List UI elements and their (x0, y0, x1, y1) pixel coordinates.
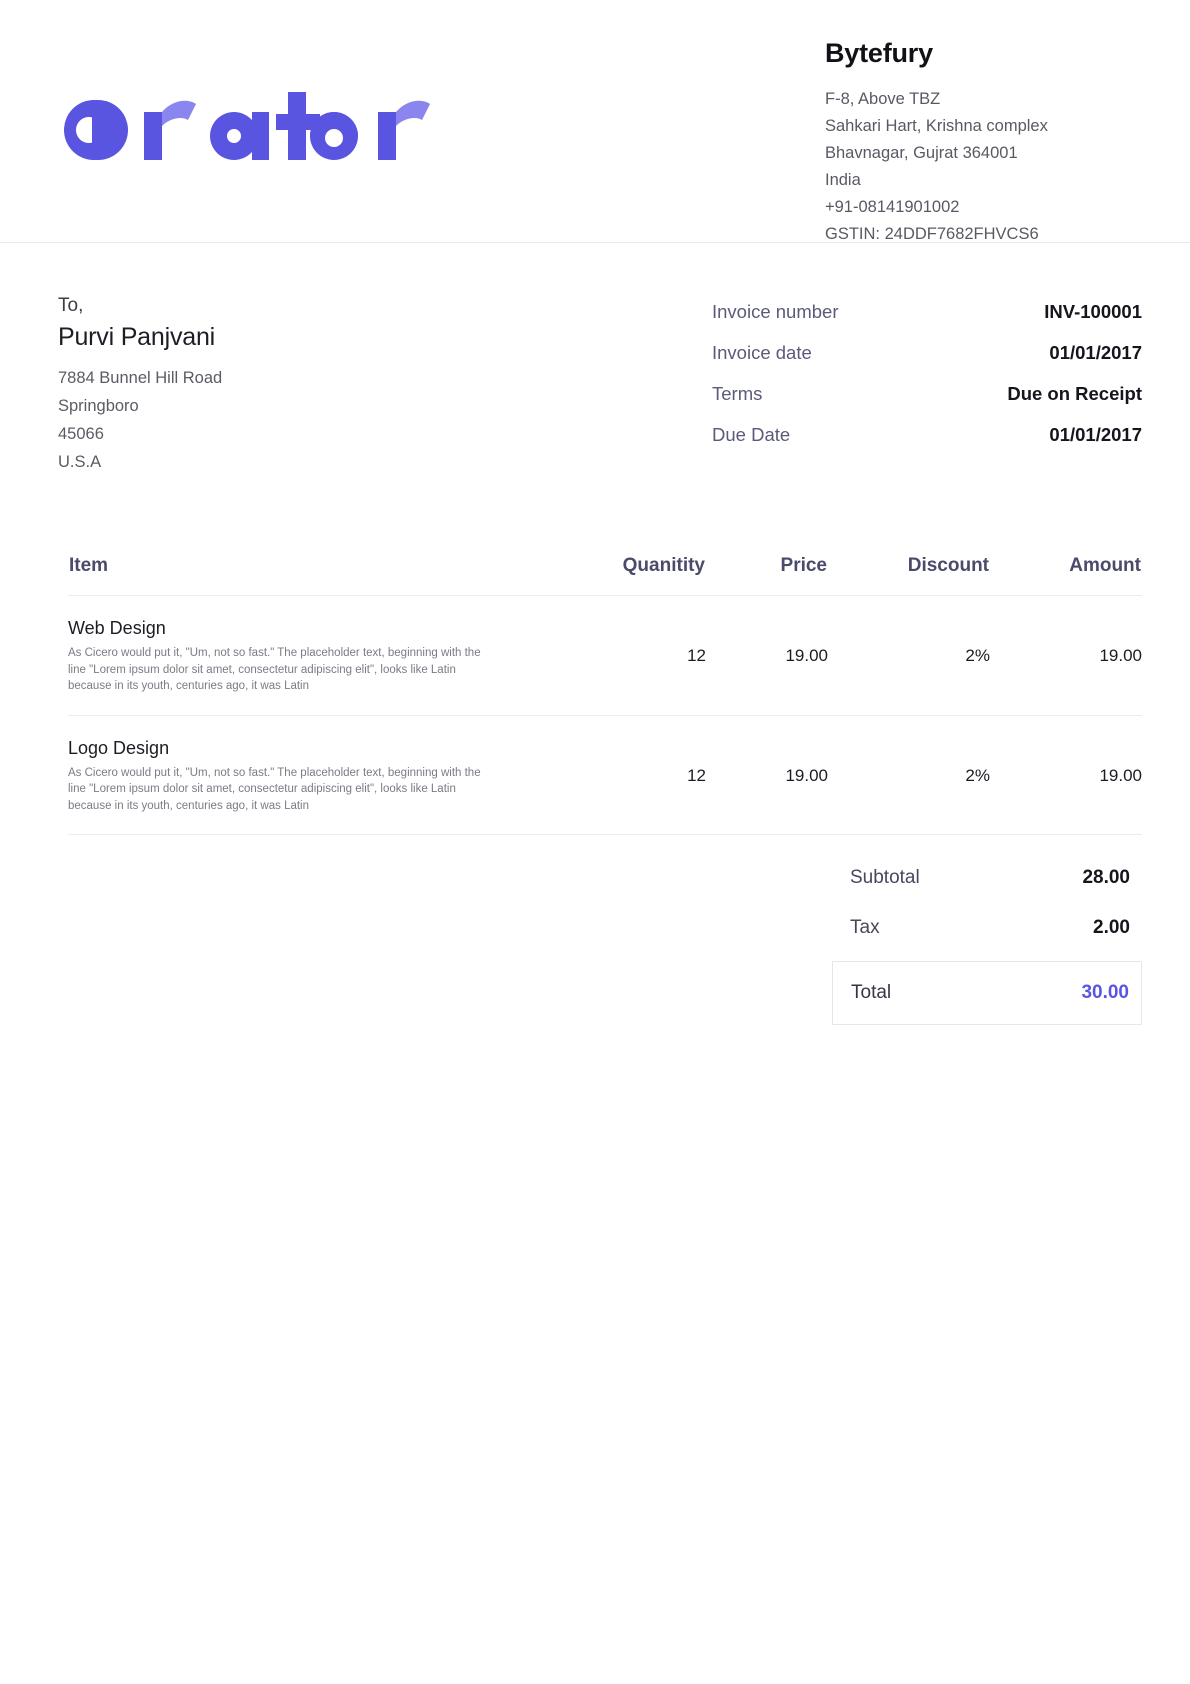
cell-price: 19.00 (785, 646, 828, 666)
tax-label: Tax (850, 917, 880, 938)
header-price: Price (780, 555, 827, 576)
cell-amount: 19.00 (1099, 646, 1142, 666)
invoice-header (0, 0, 1190, 243)
subtotal-value: 28.00 (1082, 867, 1130, 888)
meta-row-due-date (712, 424, 1142, 446)
bill-to-label: To, (58, 295, 84, 316)
totals-section (0, 853, 1142, 1025)
header-quantity: Quanitity (622, 555, 705, 576)
table-row (68, 596, 1142, 716)
cell-discount: 2% (965, 646, 990, 666)
item-name: Web Design (68, 618, 166, 638)
items-header-row (68, 554, 1142, 596)
items-table-head (68, 554, 1142, 596)
meta-label: Due Date (712, 424, 791, 445)
crater-logo-icon (48, 82, 488, 177)
total-label: Total (851, 982, 892, 1003)
client-address-line: 7884 Bunnel Hill Road (58, 369, 223, 387)
meta-row-invoice-number (712, 301, 1142, 323)
bill-to-block (58, 295, 528, 476)
totals-inner (832, 853, 1142, 1025)
meta-row-terms (712, 383, 1142, 405)
meta-value: INV-100001 (1044, 301, 1142, 322)
items-table (68, 554, 1142, 834)
cell-amount: 19.00 (1099, 765, 1142, 785)
tax-row (832, 903, 1142, 953)
invoice-meta-block (712, 295, 1142, 476)
subtotal-label: Subtotal (850, 867, 920, 888)
header-discount: Discount (907, 555, 989, 576)
header-amount: Amount (1069, 555, 1141, 576)
invoice-details-section (0, 243, 1190, 476)
meta-value: Due on Receipt (1007, 383, 1142, 404)
client-name: Purvi Panjvani (58, 323, 216, 351)
table-row (68, 715, 1142, 834)
cell-item (68, 596, 564, 716)
cell-item (68, 715, 564, 834)
meta-row-invoice-date (712, 342, 1142, 364)
meta-label: Invoice date (712, 342, 812, 363)
meta-label: Invoice number (712, 301, 839, 322)
meta-label: Terms (712, 383, 763, 404)
client-address-line: U.S.A (58, 453, 102, 471)
item-description: As Cicero would put it, "Um, not so fast." The placeholder text, beginning with the line "Lorem ipsum dolor sit amet, consectetur adipiscing elit", looks like Latin because in its youth, centuries ago, it was Latin (68, 766, 481, 812)
company-address-line: India (825, 171, 861, 189)
company-name: Bytefury (825, 38, 933, 68)
line-items-table (68, 554, 1142, 834)
meta-value: 01/01/2017 (1049, 424, 1142, 445)
subtotal-row (832, 853, 1142, 903)
cell-price: 19.00 (785, 765, 828, 785)
company-phone: +91-08141901002 (825, 198, 960, 216)
header-item: Item (69, 555, 109, 576)
meta-value: 01/01/2017 (1049, 342, 1142, 363)
items-table-bottom-divider (68, 834, 1142, 835)
company-block (825, 30, 1125, 248)
items-table-body (68, 596, 1142, 835)
cell-discount: 2% (965, 765, 990, 785)
client-address-line: Springboro (58, 397, 139, 415)
total-row (832, 961, 1142, 1025)
item-description: As Cicero would put it, "Um, not so fast." The placeholder text, beginning with the line "Lorem ipsum dolor sit amet, consectetur adipiscing elit", looks like Latin because in its youth, centuries ago, it was Latin (68, 647, 481, 692)
item-name: Logo Design (68, 737, 170, 758)
company-gstin: GSTIN: 24DDF7682FHVCS6 (825, 225, 1039, 243)
tax-value: 2.00 (1093, 917, 1130, 938)
brand-logo (48, 30, 488, 177)
company-address-line: Sahkari Hart, Krishna complex (825, 117, 1048, 135)
cell-quantity: 12 (687, 646, 706, 666)
total-value: 30.00 (1081, 982, 1129, 1003)
cell-quantity: 12 (687, 765, 706, 785)
company-address-line: Bhavnagar, Gujrat 364001 (825, 144, 1018, 162)
company-address-line: F-8, Above TBZ (825, 90, 941, 108)
client-address-line: 45066 (58, 425, 104, 443)
